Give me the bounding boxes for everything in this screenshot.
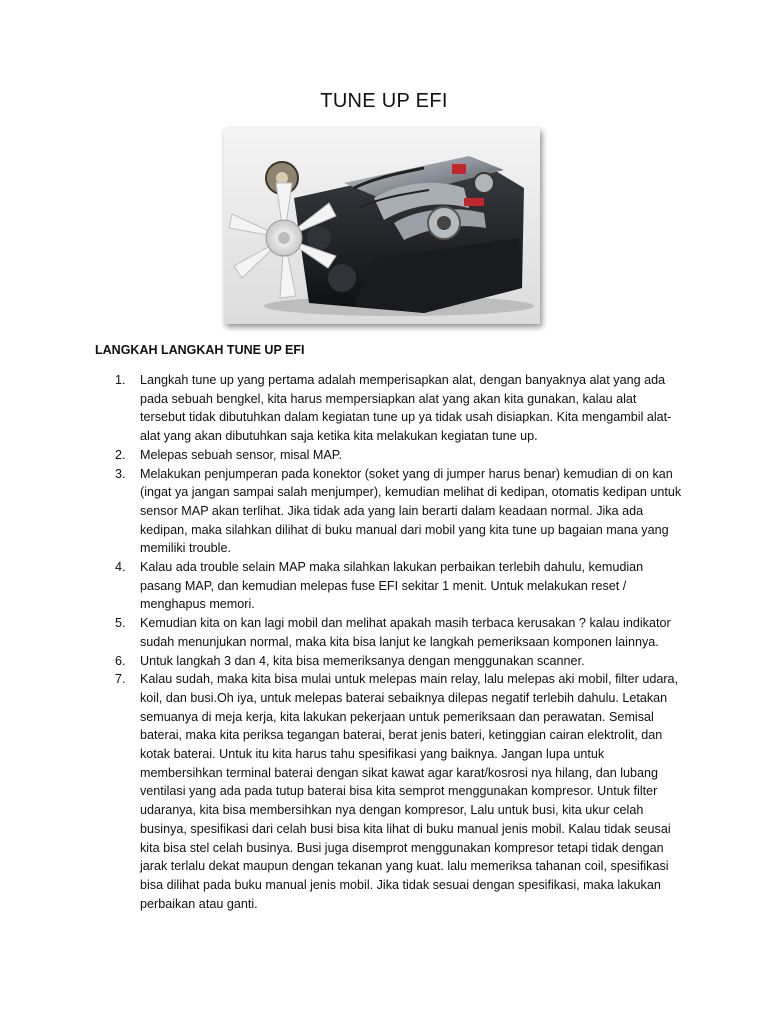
- step-number: 3.: [115, 466, 126, 481]
- step-text: Kalau sudah, maka kita bisa mulai untuk melepas main relay, lalu melepas aki mobil, filter udara, koil, dan busi.Oh iya, untuk melepas baterai sebaiknya dilepas negatif terlebih dahulu. Letakan semuanya di meja kerja, kita lakukan pekerjaan untuk pemeriksaan dan perawatan. Semisal baterai, maka kita periksa tegangan baterai, berat jenis bateri, ketinggian cairan elektrolit, dan kotak baterai. Untuk itu kita harus tahu spesifikasi yang baiknya. Jangan lupa untuk membersihkan terminal baterai dengan sikat kawat agar karat/kosrosi nya hilang, dan lubang ventilasi yang ada pada tutup baterai bisa kita semprot menggunakan kompresor. Untuk filter udaranya, kita bisa membersihkan nya dengan kompresor, Lalu untuk busi, kita ukur celah businya, spesifikasi dari celah busi bisa kita lihat di buku manual jenis mobil. Kalau tidak seusai kita bisa stel celah businya. Busi juga disemprot menggunakan kompresor tetapi tidak dengan jarak terlalu dekat maupun dengan tekanan yang kuat. lalu memeriksa tahanan coil, spesifikasi bisa dilihat pada buku manual jenis mobil. Jika tidak sesuai dengan spesifikasi, maka lakukan perbaikan atau ganti.: [140, 672, 679, 911]
- engine-icon: [224, 128, 540, 324]
- list-item: [95, 371, 685, 446]
- list-item: [95, 670, 685, 913]
- step-text: Melepas sebuah sensor, misal MAP.: [140, 447, 343, 462]
- step-number: 4.: [115, 560, 126, 575]
- list-item: [95, 652, 685, 671]
- list-item: [95, 558, 685, 614]
- list-item: [95, 446, 685, 465]
- section-heading: LANGKAH LANGKAH TUNE UP EFI: [95, 343, 305, 357]
- list-item: [95, 465, 685, 559]
- step-text: Langkah tune up yang pertama adalah memperisapkan alat, dengan banyaknya alat yang ada pada sebuah bengkel, kita harus mempersiapkan alat yang akan kita gunakan, kalau alat tersebut tidak dibutuhkan dalam kegiatan tune up ya tidak usah disiapkan. Kita mengambil alat-alat yang akan dibutuhkan saja ketika kita melakukan kegiatan tune up.: [140, 373, 672, 444]
- steps-list: [95, 371, 685, 913]
- document-title: TUNE UP EFI: [320, 90, 448, 112]
- step-text: Melakukan penjumperan pada konektor (soket yang di jumper harus benar) kemudian di on kan (ingat ya jangan sampai salah menjumper), kemudian melihat di kedipan, otomatis kedipan untuk sensor MAP akan terlihat. Jika tidak ada yang lain berarti dalam keadaan normal. Jika ada kedipan, maka silahkan dilihat di buku manual dari mobil yang kita tune up bagaian mana yang memiliki trouble.: [140, 466, 682, 556]
- step-number: 7.: [115, 672, 126, 687]
- step-number: 1.: [115, 373, 126, 387]
- engine-image: [224, 128, 540, 324]
- step-text: Kemudian kita on kan lagi mobil dan melihat apakah masih terbaca kerusakan ? kalau indikator sudah menunjukan normal, maka kita bisa lanjut ke langkah pemeriksaan komponen lainnya.: [140, 616, 671, 649]
- step-number: 2.: [115, 447, 126, 462]
- step-text: Kalau ada trouble selain MAP maka silahkan lakukan perbaikan terlebih dahulu, kemudian pasang MAP, dan kemudian melepas fuse EFI sekitar 1 menit. Untuk melakukan reset / menghapus memori.: [140, 560, 644, 612]
- step-number: 5.: [115, 616, 126, 631]
- step-number: 6.: [115, 653, 126, 668]
- step-text: Untuk langkah 3 dan 4, kita bisa memeriksanya dengan menggunakan scanner.: [140, 653, 585, 668]
- list-item: [95, 614, 685, 651]
